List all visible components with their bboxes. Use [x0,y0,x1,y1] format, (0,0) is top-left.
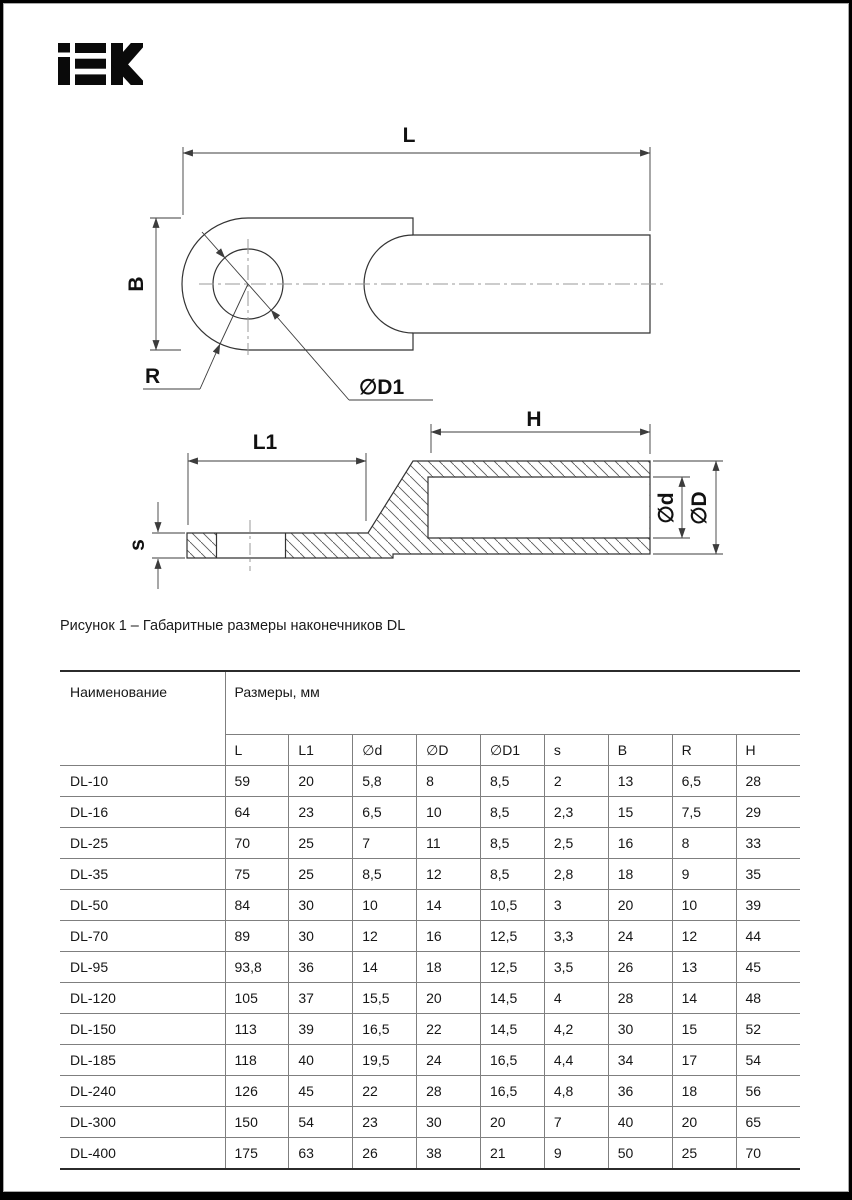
table-cell: 2,5 [544,828,608,859]
table-cell: 12,5 [481,921,545,952]
table-cell: 15,5 [353,983,417,1014]
table-cell: 7,5 [672,797,736,828]
table-cell: 13 [672,952,736,983]
table-cell: 33 [736,828,800,859]
table-row [60,1014,800,1045]
table-cell: 105 [225,983,289,1014]
table-row [60,890,800,921]
table-cell: 16,5 [481,1076,545,1107]
table-cell: 40 [608,1107,672,1138]
table-cell: 10 [417,797,481,828]
table-cell: 34 [608,1045,672,1076]
table-cell: 4,8 [544,1076,608,1107]
column-group-header: Размеры, мм [225,671,800,735]
table-cell: 28 [417,1076,481,1107]
table-cell: 25 [672,1138,736,1170]
dim-label-L1: L1 [252,431,278,454]
column-header: B [608,735,672,766]
table-cell: 56 [736,1076,800,1107]
lug-name: DL-120 [60,983,225,1014]
table-cell: 63 [289,1138,353,1170]
table-cell: 150 [225,1107,289,1138]
table-row [60,1076,800,1107]
table-cell: 15 [672,1014,736,1045]
table-cell: 44 [736,921,800,952]
bore-void [429,478,650,538]
table-cell: 16,5 [353,1014,417,1045]
table-cell: 7 [353,828,417,859]
table-cell: 23 [353,1107,417,1138]
table-row [60,1138,800,1170]
table-cell: 4,4 [544,1045,608,1076]
table-cell: 8,5 [481,859,545,890]
top-view-dimensions [143,147,650,400]
lug-name: DL-150 [60,1014,225,1045]
table-cell: 38 [417,1138,481,1170]
table-cell: 14 [672,983,736,1014]
table-cell: 2,8 [544,859,608,890]
column-header: R [672,735,736,766]
table-cell: 50 [608,1138,672,1170]
table-cell: 8 [417,766,481,797]
dim-label-D1: ∅D1 [359,376,405,399]
lug-name: DL-240 [60,1076,225,1107]
table-cell: 75 [225,859,289,890]
table-cell: 89 [225,921,289,952]
table-cell: 22 [417,1014,481,1045]
lug-name: DL-300 [60,1107,225,1138]
table-cell: 35 [736,859,800,890]
table-cell: 8,5 [481,797,545,828]
table-cell: 12 [672,921,736,952]
table-cell: 3,3 [544,921,608,952]
table-cell: 8 [672,828,736,859]
table-cell: 16 [417,921,481,952]
lug-name: DL-16 [60,797,225,828]
table-cell: 29 [736,797,800,828]
table-cell: 28 [608,983,672,1014]
table-cell: 7 [544,1107,608,1138]
table-row [60,921,800,952]
lug-name: DL-70 [60,921,225,952]
table-row [60,797,800,828]
table-cell: 70 [225,828,289,859]
dim-label-d: ∅d [655,492,678,524]
table-cell: 30 [289,921,353,952]
table-cell: 3 [544,890,608,921]
table-cell: 18 [608,859,672,890]
dimensions-table [60,670,800,1170]
table-cell: 20 [289,766,353,797]
table-cell: 45 [289,1076,353,1107]
table-cell: 8,5 [353,859,417,890]
table-cell: 9 [672,859,736,890]
table-cell: 18 [672,1076,736,1107]
table-cell: 16 [608,828,672,859]
table-cell: 19,5 [353,1045,417,1076]
figure-caption: Рисунок 1 – Габаритные размеры наконечников DL [60,618,406,634]
lug-name: DL-25 [60,828,225,859]
table-cell: 21 [481,1138,545,1170]
table-cell: 39 [736,890,800,921]
table-row [60,828,800,859]
table-row [60,859,800,890]
table-cell: 26 [353,1138,417,1170]
table-cell: 30 [608,1014,672,1045]
table-cell: 13 [608,766,672,797]
table-cell: 12,5 [481,952,545,983]
column-header: s [544,735,608,766]
table-cell: 14 [417,890,481,921]
table-row [60,983,800,1014]
table-cell: 93,8 [225,952,289,983]
table-cell: 6,5 [353,797,417,828]
table-cell: 52 [736,1014,800,1045]
table-cell: 64 [225,797,289,828]
table-cell: 39 [289,1014,353,1045]
dim-label-H: H [526,408,542,431]
dim-label-D: ∅D [688,491,711,525]
table-cell: 20 [481,1107,545,1138]
lug-name: DL-50 [60,890,225,921]
table-cell: 113 [225,1014,289,1045]
column-header-name: Наименование [70,684,168,700]
dim-label-B: B [125,276,148,292]
table-row [60,1045,800,1076]
column-header: H [736,735,800,766]
table-cell: 20 [672,1107,736,1138]
table-cell: 175 [225,1138,289,1170]
table-cell: 24 [417,1045,481,1076]
table-cell: 24 [608,921,672,952]
table-cell: 3,5 [544,952,608,983]
table-cell: 10 [672,890,736,921]
table-cell: 5,8 [353,766,417,797]
table-cell: 2 [544,766,608,797]
table-row [60,1107,800,1138]
table-cell: 14,5 [481,983,545,1014]
dim-label-L: L [402,124,416,147]
table-cell: 36 [608,1076,672,1107]
table-cell: 54 [289,1107,353,1138]
table-header-row [60,671,800,735]
table-cell: 10 [353,890,417,921]
table-cell: 12 [353,921,417,952]
table-cell: 8,5 [481,828,545,859]
column-header: L1 [289,735,353,766]
table-cell: 40 [289,1045,353,1076]
lug-name: DL-95 [60,952,225,983]
table-cell: 37 [289,983,353,1014]
table-cell: 8,5 [481,766,545,797]
side-view [187,461,650,571]
technical-drawing [3,3,852,615]
table-cell: 17 [672,1045,736,1076]
table-cell: 48 [736,983,800,1014]
table-cell: 2,3 [544,797,608,828]
table-cell: 10,5 [481,890,545,921]
table-cell: 25 [289,828,353,859]
lug-name: DL-35 [60,859,225,890]
column-header: L [225,735,289,766]
lug-name: DL-10 [60,766,225,797]
table-cell: 84 [225,890,289,921]
table-cell: 20 [608,890,672,921]
table-cell: 4,2 [544,1014,608,1045]
table-cell: 30 [417,1107,481,1138]
column-header: ∅D1 [481,735,545,766]
table-cell: 15 [608,797,672,828]
table-cell: 28 [736,766,800,797]
table-cell: 23 [289,797,353,828]
lug-name: DL-400 [60,1138,225,1170]
column-header: ∅d [353,735,417,766]
table-cell: 16,5 [481,1045,545,1076]
dim-label-s: s [126,539,149,551]
table-cell: 4 [544,983,608,1014]
table-cell: 14,5 [481,1014,545,1045]
table-row [60,766,800,797]
table-cell: 14 [353,952,417,983]
table-cell: 65 [736,1107,800,1138]
table-cell: 12 [417,859,481,890]
table-cell: 118 [225,1045,289,1076]
lug-name: DL-185 [60,1045,225,1076]
table-cell: 18 [417,952,481,983]
column-header: ∅D [417,735,481,766]
dim-label-R: R [145,365,161,388]
table-cell: 26 [608,952,672,983]
table-cell: 36 [289,952,353,983]
table-cell: 59 [225,766,289,797]
table-cell: 54 [736,1045,800,1076]
table-cell: 20 [417,983,481,1014]
table-cell: 30 [289,890,353,921]
table-cell: 22 [353,1076,417,1107]
table-cell: 6,5 [672,766,736,797]
table-cell: 70 [736,1138,800,1170]
table-cell: 25 [289,859,353,890]
table-row [60,952,800,983]
hole-void [217,532,285,559]
table-cell: 126 [225,1076,289,1107]
table-cell: 9 [544,1138,608,1170]
table-cell: 11 [417,828,481,859]
table-cell: 45 [736,952,800,983]
